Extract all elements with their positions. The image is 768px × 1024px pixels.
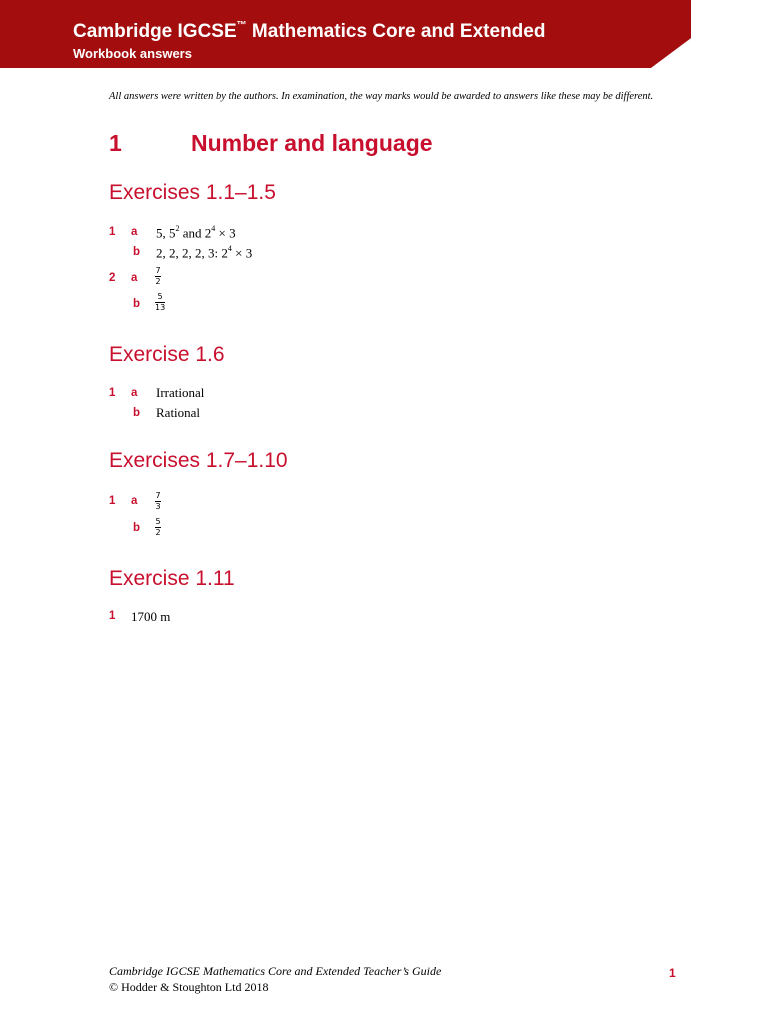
question-number: 1 [109,495,116,507]
title-rest: Mathematics Core and Extended [246,21,546,42]
section-heading: Exercises 1.1–1.5 [109,181,276,204]
question-number: 1 [109,387,116,399]
fraction-numerator: 7 [155,266,161,275]
document-title [73,19,546,42]
question-number: 1 [109,610,116,622]
chapter-number: 1 [109,130,122,156]
footer-book-title: Cambridge IGCSE Mathematics Core and Extended Teacher’s Guide [109,964,442,978]
answer-fraction [155,491,161,511]
question-part-label: a [131,495,138,507]
question-part-label: b [133,246,141,258]
fraction-numerator: 7 [155,491,161,500]
answer-text: Rational [156,405,201,420]
question-part-label: b [133,522,141,534]
answer-fraction [155,292,165,312]
answer-text: 5, $5^2$ and $2^4 \times 3$ [156,224,236,241]
page-number: 1 [669,966,676,980]
fraction-denominator: 13 [155,303,166,312]
section-heading: Exercise 1.11 [109,567,235,590]
fraction-numerator: 5 [157,292,163,301]
answer-text: Irrational [156,385,205,400]
question-part-label: b [133,407,141,419]
answer-fraction [155,266,161,286]
question-part-label: a [131,387,138,399]
answer-text: 2, 2, 2, 2, 3: $2^4 \times 3$ [156,244,253,261]
trademark-mark: ™ [236,19,247,31]
footer-copyright: © Hodder & Stoughton Ltd 2018 [109,980,269,994]
question-part-label: a [131,272,138,284]
question-number: 1 [109,226,116,238]
fraction-numerator: 5 [155,517,161,526]
document-subtitle: Workbook answers [73,46,192,61]
question-part-label: b [133,298,141,310]
chapter-title: Number and language [191,130,433,156]
answer-text: 1700 m [131,609,171,624]
fraction-denominator: 3 [155,502,161,511]
title-main: Cambridge IGCSE [73,21,237,42]
answer-fraction [155,517,161,537]
question-number: 2 [109,272,116,284]
question-part-label: a [131,226,138,238]
section-heading: Exercises 1.7–1.10 [109,449,288,472]
fraction-denominator: 2 [155,277,161,286]
disclaimer-note: All answers were written by the authors. In examination, the way marks would be awarded to answers like these may be different. [109,91,654,102]
fraction-denominator: 2 [155,528,161,537]
section-heading: Exercise 1.6 [109,343,225,366]
